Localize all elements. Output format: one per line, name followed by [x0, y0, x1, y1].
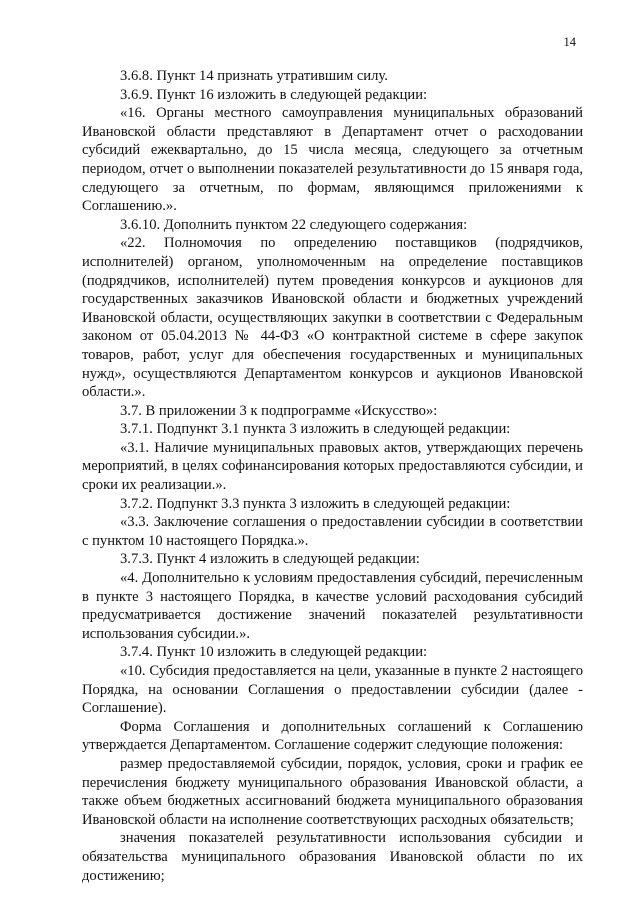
paragraph: «4. Дополнительно к условиям предоставления субсидий, перечисленным в пункте 3 настоящего Порядка, в качестве условий расходования субсидий предусматривается достижение значений показателей результативности использования субсидии.».	[82, 570, 583, 642]
paragraph: 3.7.2. Подпункт 3.3 пункта 3 изложить в следующей редакции:	[120, 495, 511, 512]
paragraph: Форма Соглашения и дополнительных соглашений к Соглашению утверждается Департаментом. Соглашение содержит следующие положения:	[82, 718, 583, 754]
paragraph: «22. Полномочия по определению поставщиков (подрядчиков, исполнителей) органом, уполномоченным на определение поставщиков (подрядчиков, исполнителей) путем проведения конкурсов и аукционов для государственных заказчиков Ивановской области и бюджетных учреждений Ивановской области, осуществляющих закупки в соответствии с Федеральным законом от 05.04.2013 № 44-ФЗ «О контрактной системе в сфере закупок товаров, работ, услуг для обеспечения государственных и муниципальных нужд», осуществляются Департаментом конкурсов и аукционов Ивановской области.».	[82, 235, 583, 401]
paragraph: 3.7. В приложении 3 к подпрограмме «Искусство»:	[120, 402, 438, 419]
paragraph: «3.3. Заключение соглашения о предоставлении субсидии в соответствии с пунктом 10 настоящего Порядка.».	[82, 514, 583, 549]
paragraph: 3.6.9. Пункт 16 изложить в следующей редакции:	[120, 86, 428, 103]
paragraph: «3.1. Наличие муниципальных правовых актов, утверждающих перечень мероприятий, в целях софинансирования которых предоставляются субсидии, и сроки их реализации.».	[82, 439, 583, 494]
document-body	[82, 67, 583, 885]
paragraph: значения показателей результативности использования субсидии и обязательства муниципального образования Ивановской области по их достижению;	[82, 830, 583, 884]
paragraph: 3.6.10. Дополнить пунктом 22 следующего содержания:	[120, 216, 468, 233]
paragraph: «16. Органы местного самоуправления муниципальных образований Ивановской области представляют в Департамент отчет о расходовании субсидий ежеквартально, до 15 числа месяца, следующего за отчетным периодом, отчет о выполнении показателей результативности до 15 января года, следующего за отчетным, по формам, являющимся приложениями к Соглашению.».	[82, 105, 583, 215]
paragraph: 3.7.4. Пункт 10 изложить в следующей редакции:	[120, 644, 428, 661]
paragraph: размер предоставляемой субсидии, порядок, условия, сроки и график ее перечисления бюджету муниципального образования Ивановской области, а также объем бюджетных ассигнований бюджета муниципального образования Ивановской области на исполнение соответствующих расходных обязательств;	[82, 755, 583, 828]
paragraph: 3.7.3. Пункт 4 изложить в следующей редакции:	[120, 551, 420, 568]
paragraph: 3.7.1. Подпункт 3.1 пункта 3 изложить в следующей редакции:	[120, 421, 511, 438]
page-number: 14	[563, 35, 576, 49]
paragraph: «10. Субсидия предоставляется на цели, указанные в пункте 2 настоящего Порядка, на основании Соглашения о предоставлении субсидии (далее - Соглашение).	[82, 663, 583, 717]
paragraph: 3.6.8. Пункт 14 признать утратившим силу.	[120, 68, 388, 84]
